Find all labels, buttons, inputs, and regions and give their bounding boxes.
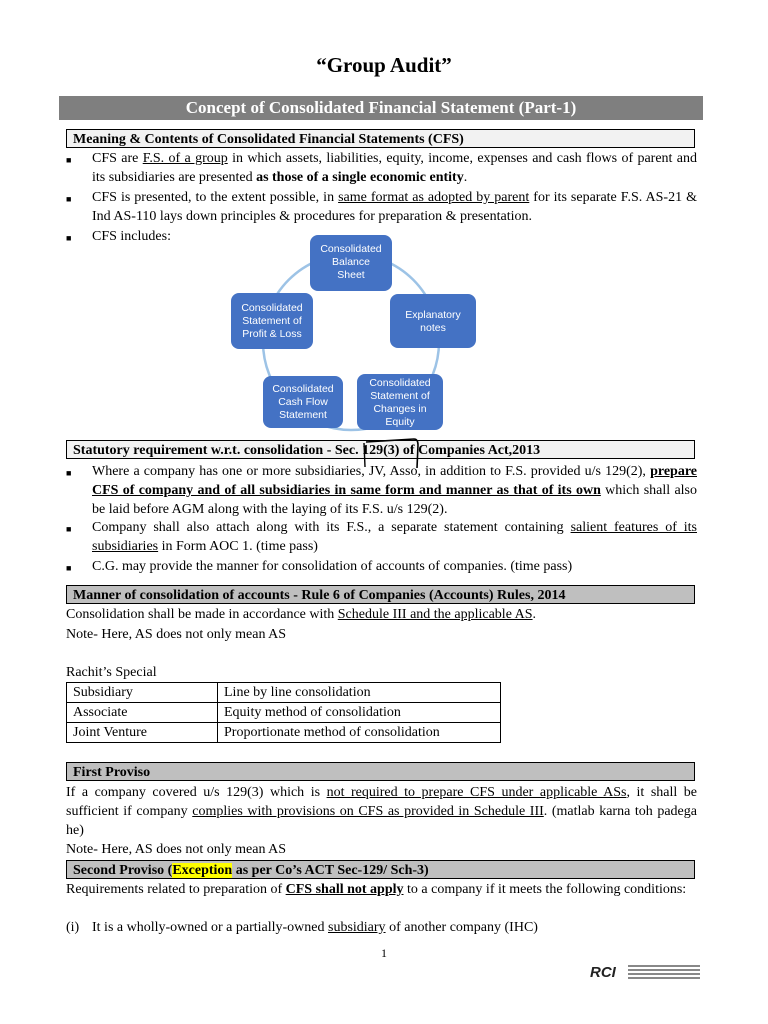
- cfs-components-diagram: [220, 230, 490, 435]
- table-row: [67, 723, 501, 743]
- cg-manner: C.G. may provide the manner for consolidation of accounts of companies. (time pass): [92, 559, 573, 574]
- section-heading-rule6: Manner of consolidation of accounts - Rule 6 of Companies (Accounts) Rules, 2014: [66, 585, 695, 604]
- section-heading-statutory: Statutory requirement w.r.t. consolidation - Sec. 129(3) of Companies Act,2013: [66, 440, 695, 459]
- table-cell: Subsidiary: [67, 683, 218, 703]
- bullet-icon: ■: [66, 524, 72, 534]
- diagram-node-profit-loss: [231, 293, 313, 349]
- bullet-icon: ■: [66, 194, 72, 204]
- table-cell: Line by line consolidation: [218, 683, 501, 703]
- bullet-icon: ■: [66, 563, 72, 573]
- table-cell: Associate: [67, 703, 218, 723]
- svg-text:ConsolidatedStatement ofProfit: Consolidated Statement of Profit & Loss: [241, 302, 303, 340]
- rci-logo: RCI: [590, 964, 616, 981]
- section-heading-second-proviso: Second Proviso (Exception as per Co’s ACT Sec-129/ Sch-3): [66, 860, 695, 879]
- consolidation-requirement: Where a company has one or more subsidiaries, JV, Asso, in addition to F.S. provided u/s 129(2), prepare CFS of company and of all subsidiaries in same form and manner as that of its own which shall also be laid before AGM along with the laying of its F.S. u/s 129(2).: [92, 464, 697, 517]
- exception-highlight: Exception: [172, 863, 233, 878]
- page-number: 1: [381, 946, 387, 960]
- diagram-node-cash-flow: [263, 376, 343, 428]
- bullet-icon: ■: [66, 155, 72, 165]
- second-proviso-text: Requirements related to preparation of CFS shall not apply to a company if it meets the following conditions:: [66, 882, 687, 897]
- cfs-includes: CFS includes:: [92, 229, 171, 244]
- diagram-node-balance-sheet: [310, 235, 392, 291]
- cfs-definition: CFS are F.S. of a group in which assets, liabilities, equity, income, expenses and cash flows of parent and its subsidiaries are presented as those of a single economic entity.: [92, 151, 697, 185]
- cfs-format: CFS is presented, to the extent possible, in same format as adopted by parent for its separate F.S. AS-21 & Ind AS-110 lays down principles & procedures for preparation & presentation.: [92, 190, 697, 224]
- rci-logo-lines: [628, 965, 700, 981]
- bullet-icon: ■: [66, 233, 72, 243]
- table-cell: Equity method of consolidation: [218, 703, 501, 723]
- svg-text:ConsolidatedBalanceSheet: Consolidated Balance Sheet: [320, 243, 382, 281]
- svg-text:ConsolidatedCash FlowStatement: Consolidated Cash Flow Statement: [272, 383, 334, 421]
- consolidation-method-table: [66, 682, 501, 743]
- rachits-special-label: Rachit’s Special: [66, 665, 157, 680]
- sec-129-3: Sec. 129(3): [334, 443, 400, 458]
- condition-i: It is a wholly-owned or a partially-owned subsidiary of another company (IHC): [92, 920, 538, 935]
- table-cell: Joint Venture: [67, 723, 218, 743]
- bullet-icon: ■: [66, 468, 72, 478]
- condition-number: (i): [66, 920, 80, 935]
- table-cell: Proportionate method of consolidation: [218, 723, 501, 743]
- aoc1-statement: Company shall also attach along with its F.S., a separate statement containing salient features of its subsidiaries in Form AOC 1. (time pass): [92, 520, 697, 554]
- table-row: [67, 683, 501, 703]
- part-banner: Concept of Consolidated Financial Statement (Part-1): [59, 96, 703, 120]
- note-as: Note- Here, AS does not only mean AS: [66, 627, 287, 642]
- section-heading-first-proviso: First Proviso: [66, 762, 695, 781]
- svg-text:ConsolidatedStatement ofChange: Consolidated Statement of Changes in Equity: [369, 377, 431, 428]
- page-title: “Group Audit”: [316, 53, 452, 77]
- section-heading-meaning: Meaning & Contents of Consolidated Financial Statements (CFS): [66, 129, 695, 148]
- diagram-node-explanatory-notes: [390, 294, 476, 348]
- svg-text:Explanatorynotes: Explanatory notes: [405, 309, 461, 334]
- first-proviso-text: If a company covered u/s 129(3) which is not required to prepare CFS under applicable ASs, it shall be sufficient if company complies with provisions on CFS as provided in Schedule III. (matlab karna toh padega he): [66, 785, 698, 838]
- table-row: [67, 703, 501, 723]
- consolidation-basis: Consolidation shall be made in accordance with Schedule III and the applicable AS.: [66, 607, 537, 622]
- note-as-2: Note- Here, AS does not only mean AS: [66, 842, 287, 857]
- diagram-node-changes-in-equity: [357, 374, 443, 430]
